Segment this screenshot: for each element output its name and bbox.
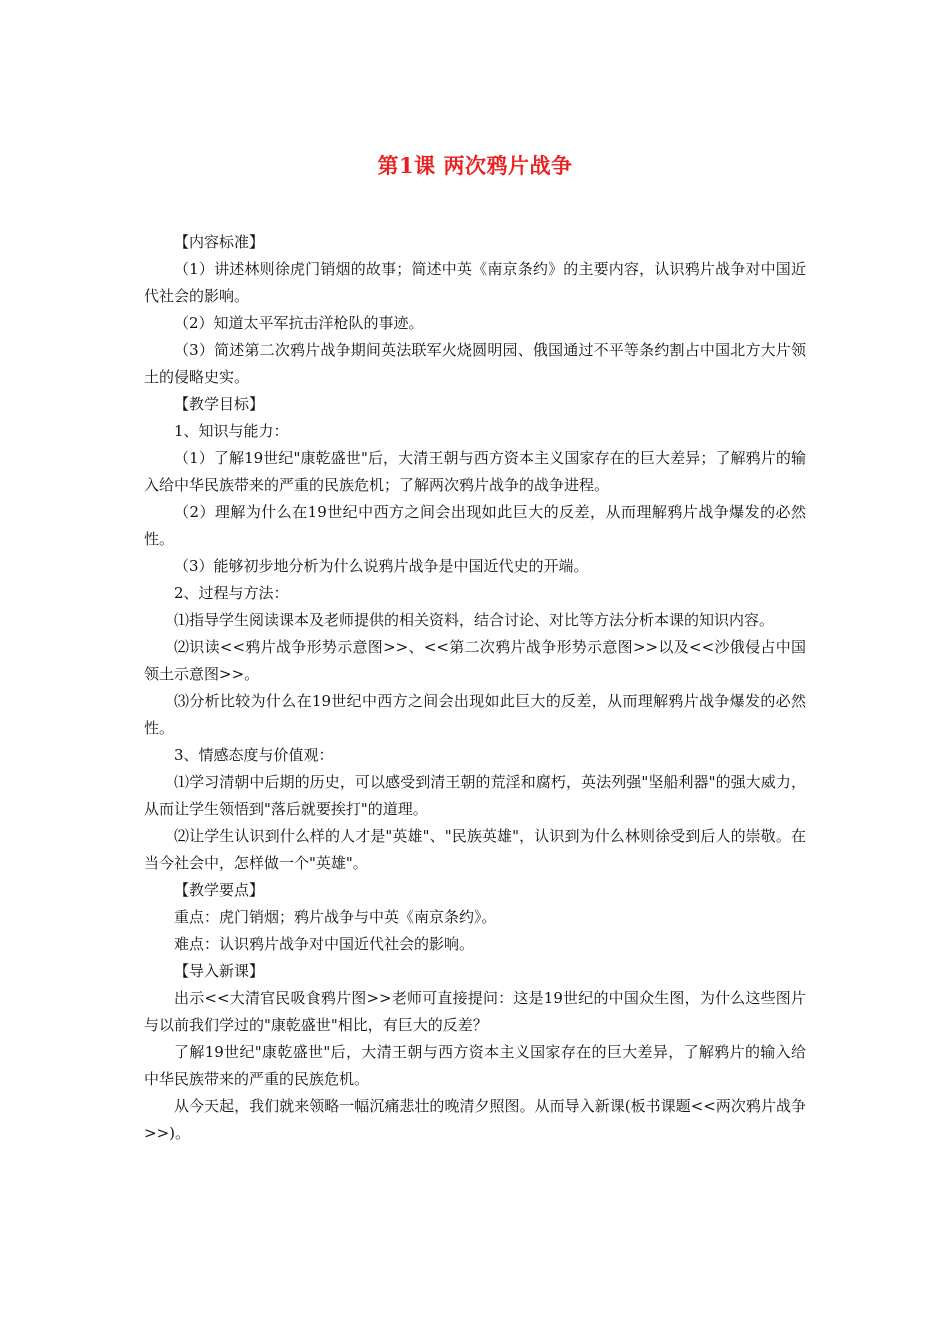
lesson-title: 第1课 两次鸦片战争 [377, 153, 573, 178]
subheading: 3、情感态度与价值观： [174, 746, 334, 764]
paragraph: 了解19世纪"康乾盛世"后，大清王朝与西方资本主义国家存在的巨大差异，了解鸦片的输入给中华民族带来的严重的民族危机。 [144, 1043, 806, 1088]
paragraph: （2）理解为什么在19世纪中西方之间会出现如此巨大的反差，从而理解鸦片战争爆发的必然性。 [144, 503, 806, 548]
paragraph: （1）讲述林则徐虎门销烟的故事；简述中英《南京条约》的主要内容，认识鸦片战争对中国近代社会的影响。 [144, 260, 806, 305]
paragraph: ⑶分析比较为什么在19世纪中西方之间会出现如此巨大的反差，从而理解鸦片战争爆发的必然性。 [144, 692, 806, 737]
document-body [144, 229, 806, 1147]
paragraph: （3）能够初步地分析为什么说鸦片战争是中国近代史的开端。 [174, 557, 589, 575]
section-heading-new-lesson: 【导入新课】 [174, 962, 265, 980]
subheading: 2、过程与方法： [174, 584, 289, 602]
paragraph: （3）简述第二次鸦片战争期间英法联军火烧圆明园、俄国通过不平等条约割占中国北方大片领土的侵略史实。 [144, 341, 806, 386]
paragraph: ⑵让学生认识到什么样的人才是"英雄"、"民族英雄"，认识到为什么林则徐受到后人的崇敬。在当今社会中，怎样做一个"英雄"。 [144, 827, 806, 872]
paragraph: ⑴学习清朝中后期的历史，可以感受到清王朝的荒淫和腐朽，英法列强"坚船利器"的强大威力，从而让学生领悟到"落后就要挨打"的道理。 [144, 773, 806, 818]
section-heading-content-standard: 【内容标准】 [174, 233, 265, 251]
section-heading-teaching-goals: 【教学目标】 [174, 395, 265, 413]
paragraph: 难点：认识鸦片战争对中国近代社会的影响。 [174, 935, 475, 953]
paragraph: ⑵识读<<鸦片战争形势示意图>>、<<第二次鸦片战争形势示意图>>以及<<沙俄侵占中国领土示意图>>。 [144, 638, 806, 683]
paragraph: 从今天起，我们就来领略一幅沉痛悲壮的晚清夕照图。从而导入新课(板书课题<<两次鸦片战争>>)。 [144, 1097, 806, 1142]
paragraph: 重点：虎门销烟；鸦片战争与中英《南京条约》。 [174, 908, 497, 926]
section-heading-teaching-points: 【教学要点】 [174, 881, 265, 899]
paragraph: ⑴指导学生阅读课本及老师提供的相关资料，结合讨论、对比等方法分析本课的知识内容。 [174, 611, 775, 629]
paragraph: 出示<<大清官民吸食鸦片图>>老师可直接提问：这是19世纪的中国众生图，为什么这些图片与以前我们学过的"康乾盛世"相比，有巨大的反差？ [144, 989, 806, 1034]
paragraph: （2）知道太平军抗击洋枪队的事迹。 [174, 314, 424, 332]
subheading: 1、知识与能力： [174, 422, 289, 440]
paragraph: （1）了解19世纪"康乾盛世"后，大清王朝与西方资本主义国家存在的巨大差异；了解鸦片的输入给中华民族带来的严重的民族危机；了解两次鸦片战争的战争进程。 [144, 449, 806, 494]
